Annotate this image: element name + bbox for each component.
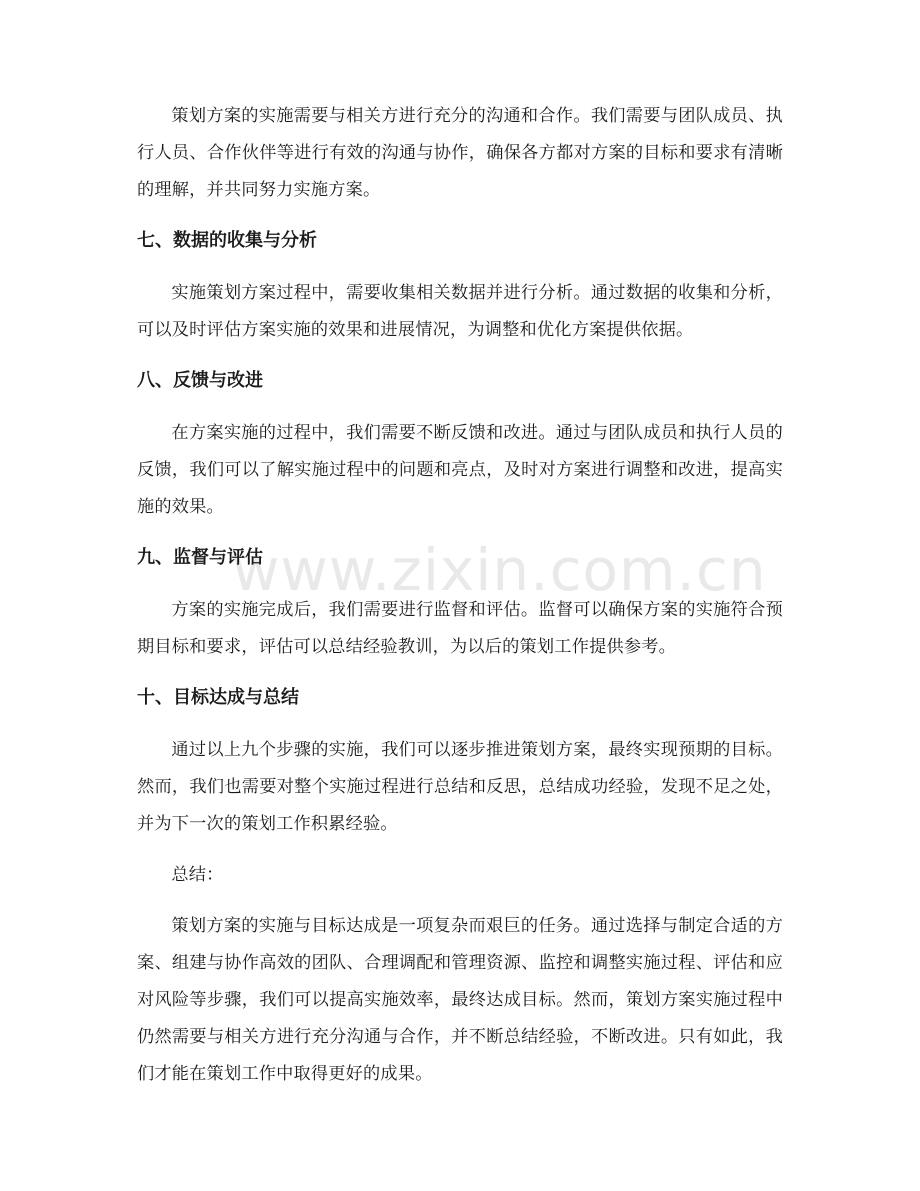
paragraph-summary: 策划方案的实施与目标达成是一项复杂而艰巨的任务。通过选择与制定合适的方案、组建与协作高效的团队、合理调配和管理资源、监控和调整实施过程、评估和应对风险等步骤，我们可以提高实施效率，最终达成目标。然而，策划方案实施过程中仍然需要与相关方进行充分沟通与合作，并不断总结经验，不断改进。只有如此，我们才能在策划工作中取得更好的成果。: [137, 916, 783, 1084]
paragraph-communication: 策划方案的实施需要与相关方进行充分的沟通和合作。我们需要与团队成员、执行人员、合作伙伴等进行有效的沟通与协作，确保各方都对方案的目标和要求有清晰的理解，并共同努力实施方案。: [137, 106, 783, 200]
paragraph-section-8: 在方案实施的过程中，我们需要不断反馈和改进。通过与团队成员和执行人员的反馈，我们可以了解实施过程中的问题和亮点，及时对方案进行调整和改进，提高实施的效果。: [137, 423, 783, 517]
paragraph-section-7: 实施策划方案过程中，需要收集相关数据并进行分析。通过数据的收集和分析，可以及时评估方案实施的效果和进展情况，为调整和优化方案提供依据。: [137, 283, 783, 340]
heading-section-8: 八、反馈与改进: [137, 370, 263, 391]
watermark: www.zixin.com.cn: [232, 536, 767, 604]
paragraph-section-10: 通过以上九个步骤的实施，我们可以逐步推进策划方案，最终实现预期的目标。然而，我们也需要对整个实施过程进行总结和反思，总结成功经验，发现不足之处，并为下一次的策划工作积累经验。: [137, 740, 783, 834]
heading-section-7: 七、数据的收集与分析: [137, 230, 317, 251]
paragraph-section-9: 方案的实施完成后，我们需要进行监督和评估。监督可以确保方案的实施符合预期目标和要求，评估可以总结经验教训，为以后的策划工作提供参考。: [137, 600, 783, 657]
heading-section-10: 十、目标达成与总结: [137, 687, 299, 708]
summary-label: 总结：: [171, 865, 224, 885]
heading-section-9: 九、监督与评估: [137, 547, 263, 568]
document-page: [137, 98, 783, 1093]
